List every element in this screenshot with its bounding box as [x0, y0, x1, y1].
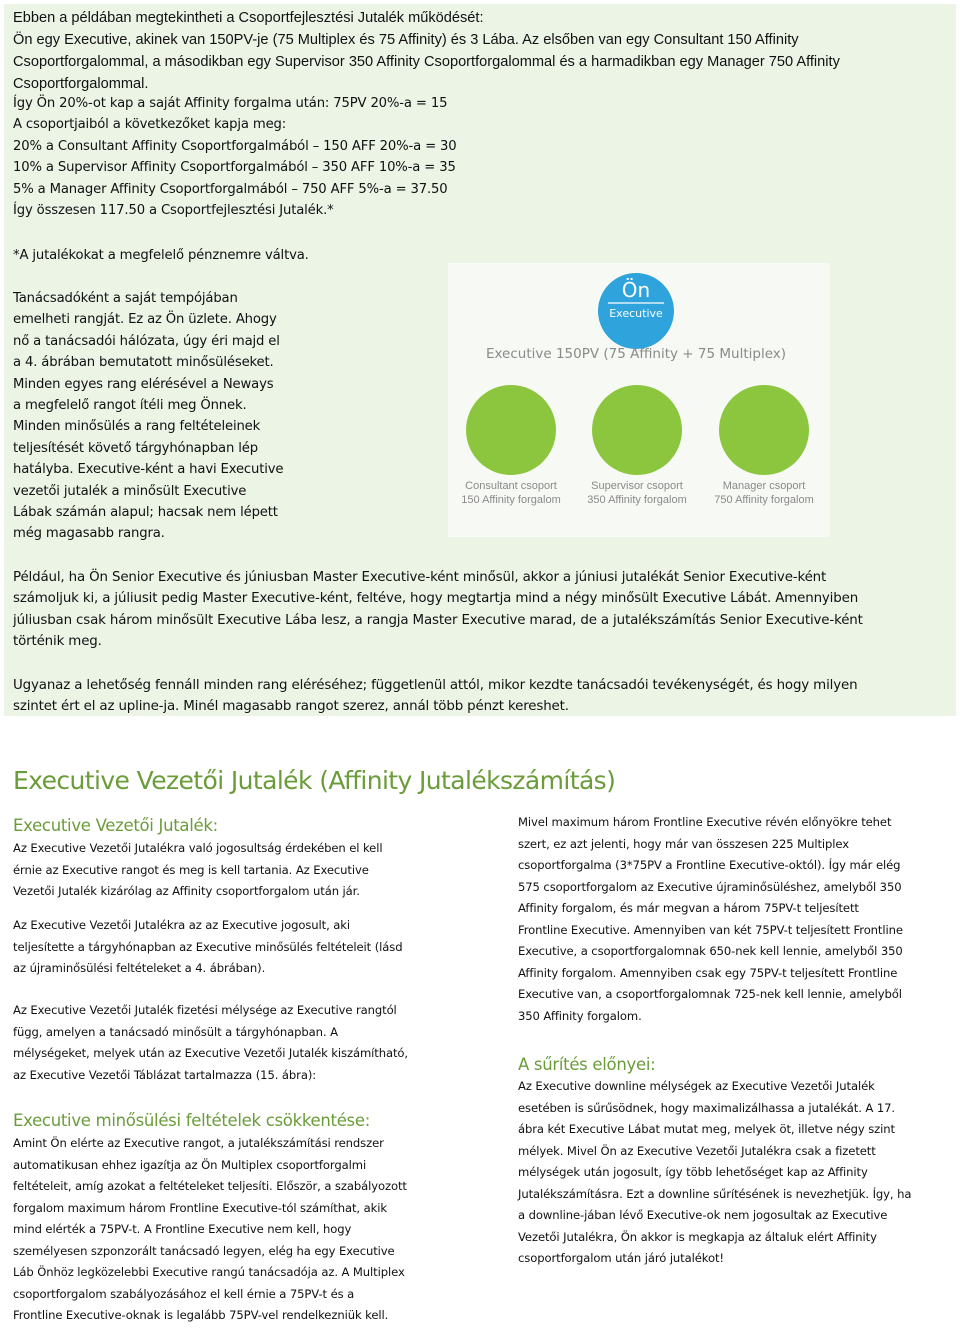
- rank-line: Minden egyes rang elérésével a Neways: [13, 376, 274, 392]
- text-line: forgalom maximum három Frontline Executive-tól számíthat, akik: [13, 1200, 387, 1215]
- para-line: Például, ha Ön Senior Executive és júniusban Master Executive-ként minősül, akkor a júniusi jutalékát Senior Executive-ként: [13, 570, 827, 585]
- text-line: Az Executive downline mélységek az Executive Vezetői Jutalék: [518, 1079, 875, 1093]
- executive-diagram: [448, 263, 830, 537]
- para-line: szintet ért el az upline-ja. Minél magasabb rangot szerez, annál több pénzt kereshet.: [13, 699, 569, 715]
- text-line: csoportforgalma (3*75PV a Frontline Executive-októl). Így már elég: [518, 858, 901, 872]
- rank-line: nő a tanácsadói hálózata, úgy éri majd el: [13, 333, 280, 349]
- badge-bottom-text: Executive: [609, 307, 663, 320]
- heading-surites: A sűrítés előnyei:: [518, 1055, 656, 1074]
- text-line: mélységek után jogosult, így több lehetőséget kap az Affinity: [518, 1165, 868, 1179]
- left-paragraph: [13, 1000, 408, 1086]
- text-line: teljesítette a tárgyhónapban az Executive minősülés feltételeit (lásd: [13, 939, 403, 954]
- executive-diagram-svg: [448, 263, 830, 537]
- intro-line: Csoportforgalommal.: [13, 76, 149, 92]
- text-line: mélységeket, melyek után az Executive Vezetői Jutalék kiszámítható,: [13, 1046, 409, 1060]
- calc-line: A csoportjaiból a következőket kapja meg:: [13, 117, 287, 133]
- rank-line: a 4. ábrában bemutatott minősüléseket.: [13, 355, 274, 371]
- rank-line: Minden minősülés a rang feltételeinek: [13, 419, 261, 435]
- text-line: Jutalékszámításra. Ezt a downline sűrítésének is nevezhetjük. Így, ha: [518, 1186, 912, 1201]
- heading-csokkentes: Executive minősülési feltételek csökkentése:: [13, 1111, 370, 1130]
- diagram-headline: Executive 150PV (75 Affinity + 75 Multiplex): [485, 346, 787, 362]
- text-line: Vezetői Jutalékra, Ön akkor is megkapja az általuk elért Affinity: [518, 1229, 877, 1244]
- para-line: Ugyanaz a lehetőség fennáll minden rang eléréséhez; függetlenül attól, mikor kezdte tanácsadói tevékenységét, és hogy milyen: [13, 678, 858, 693]
- text-line: a downline-jában lévő Executive-ok nem jogosultak az Executive: [518, 1208, 888, 1222]
- text-line: az Executive Vezetői Táblázat tartalmazza (15. ábra):: [13, 1067, 317, 1082]
- rank-line: teljesítését követő tárgyhónapban lép: [13, 440, 258, 456]
- text-line: függ, amelyen a tanácsadó minősült a tárgyhónapban. A: [13, 1024, 338, 1039]
- rank-line: hatályba. Executive-ként a havi Executive: [13, 462, 284, 478]
- text-line: 575 csoportforgalom az Executive újraminősüléshez, amelyből 350: [518, 879, 902, 894]
- intro-line: Csoportforgalommal, a másodikban egy Supervisor 350 Affinity Csoportforgalommal és a harmadikban egy Manager 750 Affinity: [13, 54, 840, 70]
- left-paragraph: [13, 838, 382, 903]
- calc-footnote: *A jutalékokat a megfelelő pénznemre váltva.: [13, 248, 309, 263]
- badge-top-text: Ön: [621, 278, 651, 302]
- example-paragraph: [13, 567, 863, 653]
- text-line: mind elérték a 75PV-t. A Frontline Executive nem kell, hogy: [13, 1222, 352, 1236]
- text-line: Affinity forgalom. Amennyiben csak egy 75PV-t teljesített Frontline: [518, 965, 898, 980]
- text-line: személyesen szponzorált tanácsadó legyen, elég ha egy Executive: [13, 1243, 395, 1258]
- node-sublabel: 750 Affinity forgalom: [714, 494, 814, 506]
- text-line: Az Executive Vezetői Jutalékra az az Executive jogosult, aki: [13, 918, 351, 932]
- rank-line: Tanácsadóként a saját tempójában: [13, 291, 238, 306]
- text-line: szert, ez azt jelenti, hogy már van összesen 225 Multiplex: [518, 836, 849, 851]
- calc-line: Így összesen 117.50 a Csoportfejlesztési Jutalék.*: [13, 203, 334, 219]
- left-paragraph: [13, 1133, 407, 1327]
- text-line: Executive van, a csoportforgalomnak 725-nek kell lennie, amelyből: [518, 987, 902, 1001]
- node-label: Supervisor csoport: [591, 480, 683, 492]
- rank-line: Lábak számán alapul; hacsak nem lépett: [13, 505, 278, 521]
- text-line: csoportforgalom után járó jutalékot!: [518, 1251, 724, 1265]
- para-line: számoljuk ki, a júliusit pedig Master Executive-ként, feltéve, hogy megtartja mind a négy minősült Executive Lábát. Amennyiben: [13, 591, 859, 607]
- text-line: Vezetői Jutalék kizárólag az Affinity csoportforgalom után jár.: [13, 884, 360, 898]
- left-paragraph: [13, 915, 402, 980]
- text-line: mélyek. Mivel Ön az Executive Vezetői Jutalékra csak a fizetett: [518, 1143, 876, 1158]
- intro-line: Ön egy Executive, akinek van 150PV-je (75 Multiplex és 75 Affinity) és 3 Lába. Az elsőben van egy Consultant 150 Affinity: [13, 32, 799, 48]
- text-line: 350 Affinity forgalom.: [518, 1008, 642, 1023]
- para-line: júliusban csak három minősült Executive Lába lesz, a rangja Master Executive marad, de a jutalékszámítás Senior Executive-ként: [13, 612, 863, 628]
- text-line: Affinity forgalom, és már megvan a három 75PV-t teljesített: [518, 901, 859, 915]
- right-paragraph: [518, 812, 903, 1027]
- text-line: Amint Ön elérte az Executive rangot, a jutalékszámítási rendszer: [13, 1136, 384, 1150]
- consultant-node: [466, 385, 556, 475]
- text-line: az újraminősülési feltételeket a 4. ábrában).: [13, 961, 266, 975]
- text-line: Az Executive Vezetői Jutalékra való jogosultság érdekében el kell: [13, 841, 383, 855]
- manager-node: [719, 385, 809, 475]
- text-line: Frontline Executive. Amennyiben van két 75PV-t teljesített Frontline: [518, 922, 903, 937]
- node-label: Consultant csoport: [465, 480, 557, 492]
- text-line: Az Executive Vezetői Jutalék fizetési mélysége az Executive rangtól: [13, 1003, 397, 1017]
- heading-vezetoi-jutalek: Executive Vezetői Jutalék:: [13, 816, 218, 835]
- para-line: történik meg.: [13, 634, 102, 650]
- opportunity-paragraph: [13, 675, 857, 718]
- intro-line: Ebben a példában megtekintheti a Csoportfejlesztési Jutalék működését:: [13, 10, 484, 26]
- supervisor-node: [592, 385, 682, 475]
- text-line: feltételeit, amíg azokat a feltételeket teljesíti. Először, a szabályozott: [13, 1179, 407, 1193]
- rank-line: a megfelelő rangot ítéli meg Önnek.: [13, 398, 247, 414]
- right-paragraph: [518, 1076, 911, 1270]
- text-line: ábra két Executive Lábat mutat meg, melyek öt, illetve négy szint: [518, 1122, 895, 1136]
- intro-paragraph: [13, 7, 840, 95]
- node-label: Manager csoport: [722, 480, 806, 492]
- calc-line: 5% a Manager Affinity Csoportforgalmából – 750 AFF 5%-a = 37.50: [13, 181, 448, 197]
- section-title: Executive Vezetői Jutalék (Affinity Jutalékszámítás): [13, 766, 616, 795]
- text-line: Executive, a csoportforgalomnak 650-nek kell lennie, amelyből 350: [518, 944, 903, 958]
- text-line: csoportforgalom szabályozásához el kell érnie a 75PV-t és a: [13, 1286, 355, 1301]
- rank-line: emelheti rangját. Ez az Ön üzlete. Ahogy: [13, 312, 277, 328]
- text-line: esetében is sűrűsödnek, hogy maximalizálhassa a jutalékát. A 17.: [518, 1100, 895, 1115]
- rank-paragraph: [13, 288, 283, 545]
- text-line: automatikusan ehhez igazítja az Ön Multiplex csoportforgalmi: [13, 1157, 367, 1172]
- calc-line: Így Ön 20%-ot kap a saját Affinity forgalma után: 75PV 20%-a = 15: [13, 96, 448, 111]
- node-sublabel: 350 Affinity forgalom: [587, 494, 687, 506]
- calc-line: 20% a Consultant Affinity Csoportforgalmából – 150 AFF 20%-a = 30: [13, 138, 457, 154]
- text-line: Láb Önhöz legközelebbi Executive rangú tanácsadója az. A Multiplex: [13, 1265, 405, 1279]
- text-line: Frontline Executive-oknak is legalább 75PV-vel rendelkezniük kell.: [13, 1308, 389, 1322]
- calculation-block: [13, 93, 457, 221]
- calc-line: 10% a Supervisor Affinity Csoportforgalmából – 350 AFF 10%-a = 35: [13, 160, 456, 176]
- node-sublabel: 150 Affinity forgalom: [461, 494, 561, 506]
- rank-line: vezetői jutalék a minősült Executive: [13, 483, 247, 499]
- rank-line: még magasabb rangra.: [13, 526, 165, 542]
- text-line: érnie az Executive rangot és meg is kell tartania. Az Executive: [13, 862, 369, 877]
- text-line: Mivel maximum három Frontline Executive révén előnyökre tehet: [518, 815, 892, 829]
